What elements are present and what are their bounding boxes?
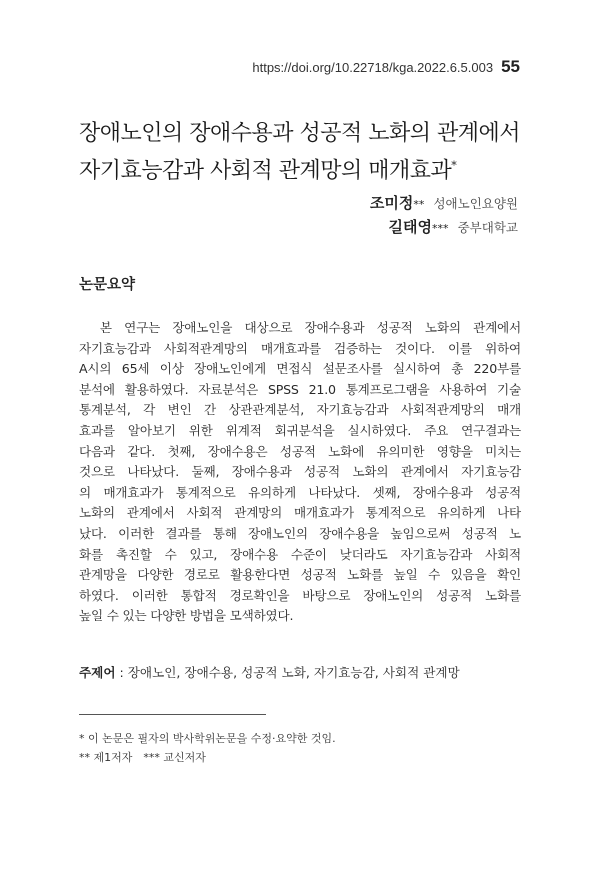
author-list: [370, 191, 518, 239]
page-header: [252, 57, 520, 77]
title-line-2-text: 자기효능감과 사회적 관계망의 매개효과: [79, 158, 452, 184]
abstract-line: 하였다. 이러한 통합적 경로확인을 바탕으로 장애노인의 성공적 노화를: [79, 587, 521, 603]
footnote: ** 제1저자 *** 교신저자: [79, 751, 206, 764]
abstract-line: 의 매개효과가 통계적으로 유의하게 나타났다. 셋째, 장애수용과 성공적: [79, 484, 521, 500]
author-entry: [370, 215, 518, 239]
abstract-line: 효과를 알아보기 위한 위계적 회귀분석을 실시하였다. 주요 연구결과는: [79, 422, 521, 438]
author-name: 길태영: [388, 218, 433, 236]
title-line-1: 장애노인의 장애수용과 성공적 노화의 관계에서: [79, 121, 521, 146]
title-footnote-mark: *: [451, 159, 457, 172]
abstract-line: 화를 촉진할 수 있고, 장애수용 수준이 낮더라도 자기효능감과 사회적: [79, 546, 521, 562]
doi-link[interactable]: https://doi.org/10.22718/kga.2022.6.5.003: [252, 60, 494, 75]
abstract-heading: 논문요약: [79, 277, 136, 293]
title-line-2: [79, 150, 539, 187]
keywords-text: : 장애노인, 장애수용, 성공적 노화, 자기효능감, 사회적 관계망: [115, 665, 460, 680]
abstract-line: 분석에 활용하였다. 자료분석은 SPSS 21.0 통계프로그램을 사용하여 기술: [79, 381, 521, 397]
footnotes: [79, 729, 336, 767]
author-name: 조미정: [369, 194, 414, 212]
author-entry: [370, 191, 518, 215]
abstract-line: 다음과 같다. 첫째, 장애수용은 성공적 노화에 유의미한 영향을 미치는: [79, 443, 521, 459]
footnote-divider: [79, 714, 266, 715]
abstract-line: A시의 65세 이상 장애노인에게 면접식 설문조사를 실시하여 총 220부를: [79, 361, 521, 377]
abstract-body: [79, 318, 521, 627]
keywords: [79, 662, 460, 681]
abstract-line: 자기효능감과 사회적관계망의 매개효과를 검증하는 것이다. 이를 위하여: [79, 340, 521, 356]
abstract-line: 관계망을 다양한 경로로 활용한다면 성공적 노화를 높일 수 있음을 확인: [79, 567, 521, 583]
author-footnote-mark: **: [413, 198, 425, 211]
abstract-line: 것으로 나타났다. 둘째, 장애수용과 성공적 노화의 관계에서 자기효능감: [79, 464, 521, 480]
paper-title: [79, 118, 539, 187]
footnote: * 이 논문은 필자의 박사학위논문을 수정·요약한 것임.: [79, 732, 336, 745]
abstract-line: 났다. 이러한 결과를 통해 장애노인의 장애수용을 높임으로써 성공적 노: [79, 525, 521, 541]
keywords-label: 주제어: [79, 665, 116, 680]
author-affiliation: 중부대학교: [457, 220, 518, 235]
page-number: 55: [501, 57, 520, 76]
abstract-line: 통계분석, 각 변인 간 상관관계분석, 자기효능감과 사회적관계망의 매개: [79, 402, 521, 418]
author-affiliation: 성애노인요양원: [433, 196, 518, 211]
abstract-line: 높일 수 있는 다양한 방법을 모색하였다.: [79, 608, 294, 624]
abstract-line: 본 연구는 장애노인을 대상으로 장애수용과 성공적 노화의 관계에서: [79, 320, 521, 335]
author-footnote-mark: ***: [432, 222, 449, 235]
abstract-line: 노화의 관계에서 사회적 관계망의 매개효과가 통계적으로 유의하게 나타: [79, 505, 521, 521]
